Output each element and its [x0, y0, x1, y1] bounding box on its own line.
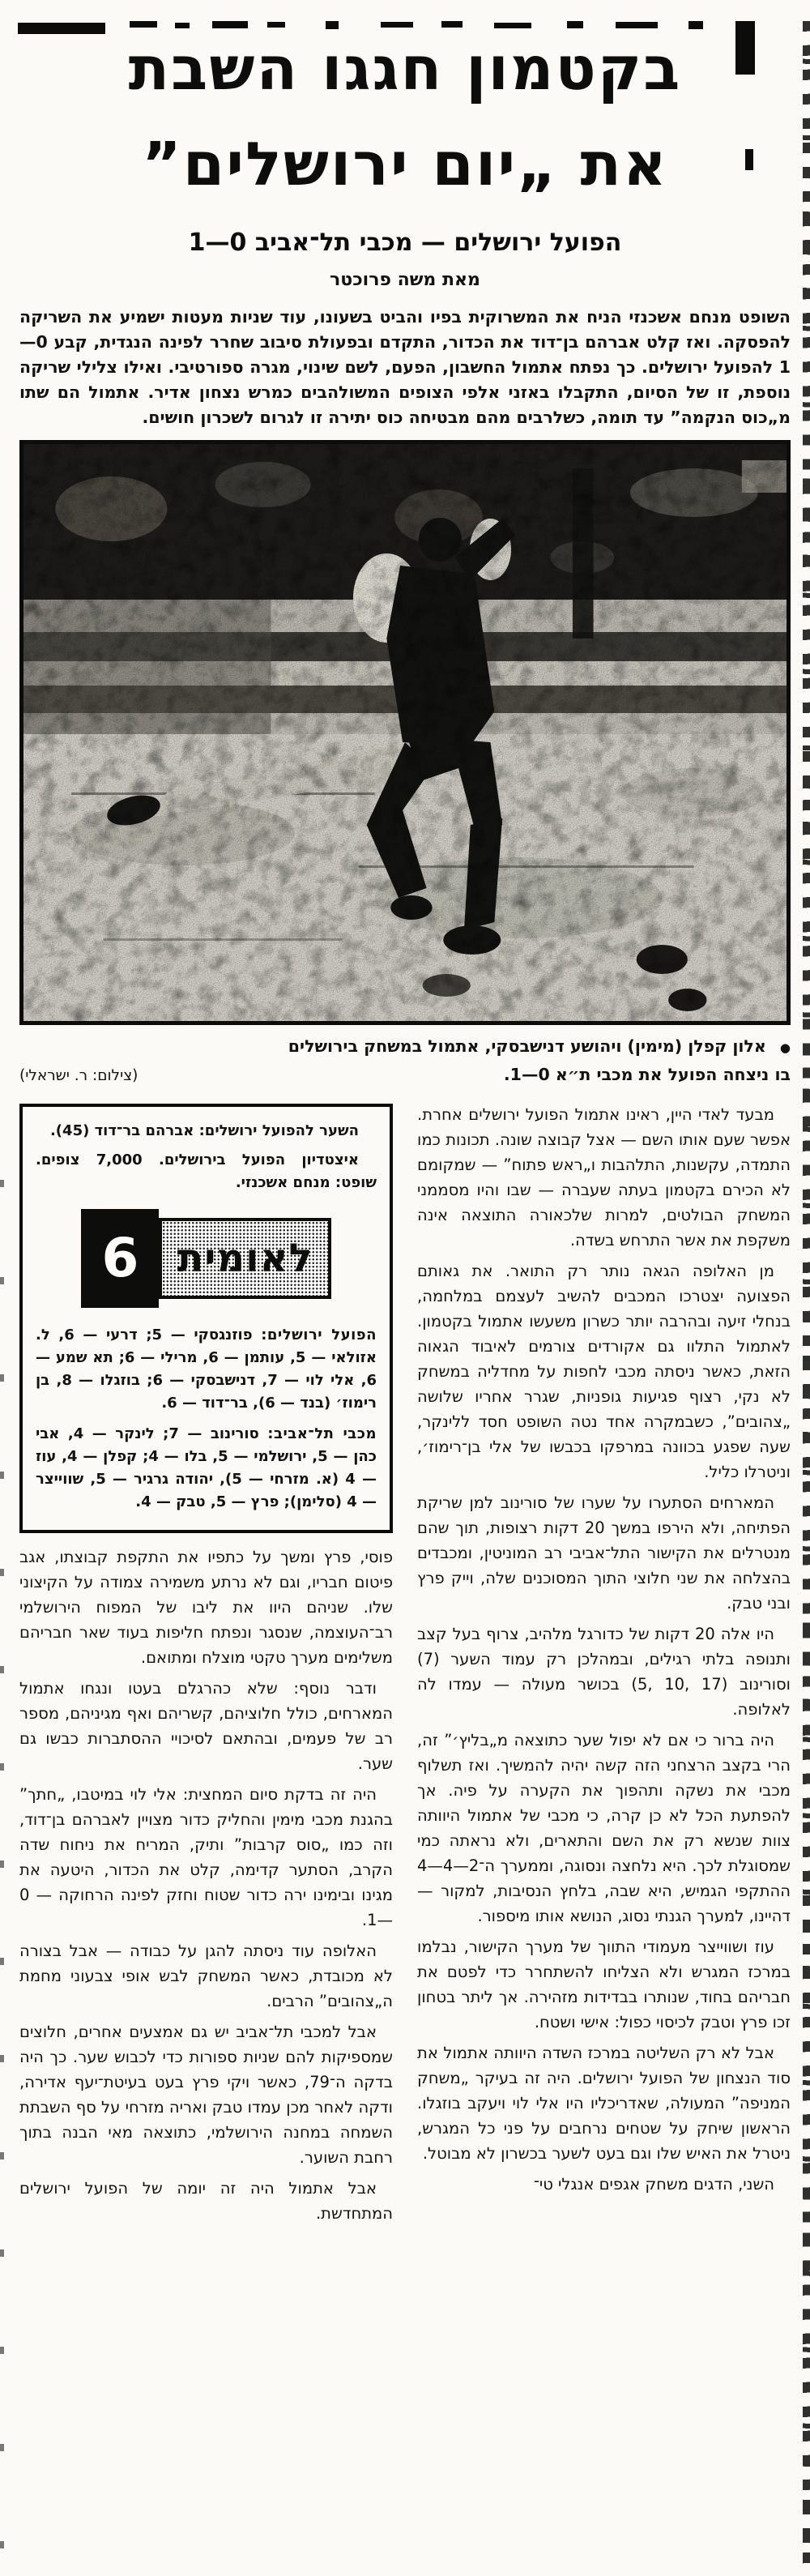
photo-illustration	[23, 444, 787, 1021]
article-paragraph: אבל לא רק השליטה במרכז השדה היוותה אתמול את סוד הנצחון של הפועל ירושלים. היה זה בעיקר „משחק המניפה” המעולה, שאדריכליו היו אלי לוי ויעקב בוזגלו. הראשון שיחק על שטחים נרחבים על פני כל המגרש, ניטרל את האיש שלו וגם בעט לשער בכשרון לא מבוטל.	[417, 2044, 791, 2163]
caption-line-1	[19, 1033, 791, 1062]
byline: מאת משה פרוכטר	[330, 270, 480, 290]
caption-text-2: בו ניצחה הפועל את מכבי ת״א 0—1.	[503, 1065, 791, 1084]
lineup-maccabi	[36, 1423, 377, 1514]
article-paragraph: המארחים הסתערו על שערו של סורינוב למן שריקת הפתיחה, ולא הירפו במשך 20 דקות רצופות, תוך שהם מנטרלים את הקישור התל־אביבי רב המוניטין, ומכבדים בהצלחה את שני חלוצי התוך המסוכנים שלה, וייק פרץ ובני טבק.	[417, 1493, 791, 1613]
article-paragraph: מן האלופה הגאה נותר רק התואר. את גאותם הפצועה יצטרכו המכבים להשיב לעצמם במלחמה, בנחלי זיעה ובהרבה יותר כשרון משעשו אתמול בקטמון. לאתמול התלוו גם אקורדים צורמים לאיבוד הגאוה הזאת, כאשר ניסתה מכבי לחפות על מחדליה במשחק לא נקי, רצוף פגיעות גופניות, שגרר אחריו שלושה „צהובים”, כשבמקרה אחד נטה השופט חסד ללינקר, שעה שפגע בכוונה במרפקו בכבשו של אלי בן־רימוז׳, וניטרלו כליל.	[417, 1262, 791, 1481]
article-paragraph: ודבר נוסף: שלא כהרגלם בעטו ונגחו אתמול המארחים, כולל חלוציהם, קשריהם ואף מגיניהם, מספר רב של פעמים, ובהתאם לסיכויי ההסתברות כבשו גם שער.	[19, 1679, 393, 1773]
infobox-venue: איצטדיון הפועל בירושלים. 7,000 צופים. שופט: מנחם אשכנזי.	[36, 1151, 377, 1191]
article-paragraph: פוסי, פרץ ומשך על כתפיו את התקפת קבוצתו, אגב פיטום חבריו, וגם לא נרתע משמירה צמודה על הקיצוני שלו. שניהם היוו את ליבו של המפוח הירושלמי רב־העוצמה, שנסגר ונפתח חליפות בעוד שאר חבריהם משלימים מערך טקטי מוצלח ומתואם.	[19, 1548, 393, 1667]
bullet-icon: ●	[779, 1040, 791, 1055]
lineup-hapoel	[36, 1324, 377, 1415]
article-paragraph: היה ברור כי אם לא יפול שער כתוצאה מ„בליץ׳” זה, הרי בקצב הרצחני הזה קשה יהיה להמשיך. ואז תשלוף מכבי את נשקה ותהפוך את הקערה על פיה. אך להפתעת הכל לא כן קרה, כי מכבי של אתמול היוותה צוות שנשא רק את השם והתארים, ולא נראתה כמי שמסוגלת לכך. היא נלחצה ונסוגה, וממערך ה־2—4—4 ההתקפי הגמיש, היא שבה, בלחץ הנסיבות, למקור — דהיינו, למערך הגנתי נסוג, הנושא אותו מיספור.	[417, 1731, 791, 1925]
photo-caption	[19, 1033, 791, 1089]
league-logo	[81, 1209, 330, 1308]
league-round-number: 6	[101, 1227, 139, 1289]
subheadline-score: הפועל ירושלים — מכבי תל־אביב 0—1	[188, 229, 622, 257]
photo-credit: (צילום: ר. ישראלי)	[19, 1067, 139, 1084]
article-paragraph: אבל אתמול היה זה יומה של הפועל ירושלים המתחדשת.	[19, 2179, 393, 2223]
headline-line-2: את „יום ירושלים”	[142, 130, 668, 199]
match-photo	[19, 440, 791, 1025]
headline-line-1: בקטמון חגגו השבת	[128, 34, 682, 104]
article-paragraph: היו אלה 20 דקות של כדורגל מלהיב, צרוף בעל קצב ותנופה בלתי רגילים, ובמהלכן רק עמוד השער (7) וסורינוב (‪5, 10, 17‬) בכושר מעולה — עמדו לה לאלופה.	[417, 1625, 791, 1719]
lineup-players-hapoel: פוזנגסקי — 5; דרעי — 6, ל. אזולאי — 5, עותמן — 6, מרילי — 6; תא שמע — 6, אלי לוי — 7, דנישבסקי — 6; בוזגלו — 8, בן רימוז׳ (בנד — 6), בר־דוד — 6.	[36, 1326, 377, 1412]
article-paragraph: האלופה עוד ניסתה להגן על כבודה — אבל בצורה לא מכובדת, כאשר המשחק לבש אופי צבעוני מחמת ה„צהובים” הרבים.	[19, 1942, 393, 2010]
article-paragraph: מבעד לאדי היין, ראינו אתמול הפועל ירושלים אחרת. אפשר שעם אותו השם — אצל קבוצה שונה. תכונות כמו התמדה, עקשנות, התלהבות ו„ראש פתוח” — שמקומם לא הכירם בקטמון בעתה שעברה — שבו והיו מסממני המשחק הבולטים, למרות שלכאורה התוצאה אינה משקפת את אשר התרחש בשדה.	[417, 1105, 791, 1250]
match-infobox	[19, 1104, 393, 1533]
article-paragraph: השני, הדגים משחק אגפים אנגלי טי־	[533, 2175, 774, 2194]
article-paragraph: אבל למכבי תל־אביב יש גם אמצעים אחרים, חלוצים שמספיקות להם שניות ספורות כדי לכבוש שער. כך היה בדקה ה־79, כאשר ויקי פרץ בעט בעיטת־יעף אדירה, ודקה לאחר מכן עמדו טבק ואריה מזרחי על סף השבתת השמחה במחנה הירושלמי, כתוצאה מאי הבנה בתוך רחבת השוער.	[19, 2023, 394, 2167]
newspaper-page	[0, 21, 810, 2576]
league-name-box	[159, 1218, 330, 1299]
article-columns	[19, 1102, 791, 2480]
league-name: לאומית	[177, 1236, 313, 1281]
team-name-hapoel: הפועל ירושלים:	[261, 1326, 377, 1344]
team-name-maccabi: מכבי תל־אביב:	[267, 1425, 377, 1442]
caption-text-1: אלון קפלן (מימין) ויהושע דנישבסקי, אתמול במשחק בירושלים	[288, 1036, 766, 1056]
infobox-goal: השער להפועל ירושלים: אברהם בר־דוד (45).	[49, 1122, 359, 1139]
caption-line-2	[19, 1062, 791, 1089]
lineup-players-maccabi: סורינוב — 7; לינקר — 4, אבי כהן — 5, ירושלמי — 5, בלו — 4; קפלן — 4, עוז — 4 (א. מזרחי — 5), יהודה גרגיר — 5, שווייצר — 4 (סלימן); פרץ — 5, טבק — 4.	[36, 1425, 377, 1510]
lead-paragraph: השופט מנחם אשכנזי הניח את המשרוקית בפיו והביט בשעונו, עוד שניות מעטות ישמיע את השריקה להפסקה. ואז קלט אברהם בן־דוד את הכדור, התקדם ובפעולת סיבוב שחרר לפינה הנגדית, קבע 0—1 להפועל ירושלים. כך נפתח אתמול החשבון, הפעם, לשם שינוי, מגרה ספורטיבי. ואילו צלילי שריקה נוספת, זו של הסיום, התקבלו באזני אלפי הצופים המשולהבים כמרש נצחון אדיר. אתמול הם שתו מ„כוס הנקמה” עד תומה, כשלרבים מהם מבטיחה כוס יתירה זו לגרום לשכרון חושים.	[19, 307, 791, 427]
league-round-box	[81, 1209, 159, 1308]
main-headline	[19, 21, 791, 212]
article-paragraph: עוז ושווייצר מעמודי התווך של מערך הקישור, נבלמו במרכז המגרש ולא הצליחו להשתחרר כדי לפטם את חבריהם בחוד, שנותרו בבדידות מזהירה. אך ליתר בטחון זכו פרץ וטבק לכיסוי כפול: אישי ושטח.	[417, 1937, 791, 2031]
article-paragraph: היה זה בדקת סיום המחצית: אלי לוי במיטבו, „חתך” בהגנת מכבי מימין והחליק כדור מצויין לאברהם בן־דוד, וזה כמו „סוס קרבות” ותיק, המריח את ניחוח שדה הקרב, הסתער קדימה, קלט את הכדור, היטעה את מגינו ובימינו ירה כדור שטוח וחזק לפינה הרחוקה — 0—1.	[19, 1785, 393, 1929]
column-right	[417, 1102, 791, 2202]
article	[0, 21, 810, 2480]
column-left	[19, 1102, 393, 2232]
